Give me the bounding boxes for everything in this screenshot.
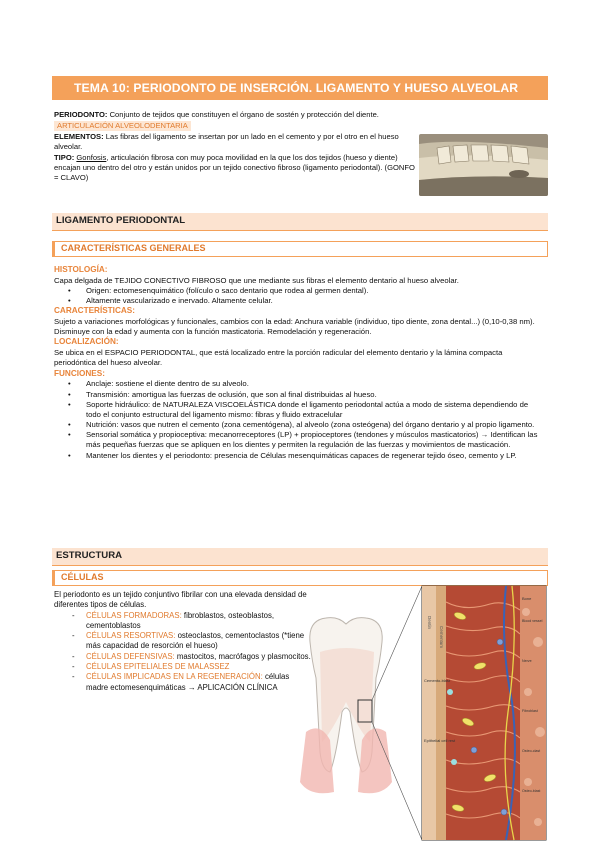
tipo-label: TIPO: [54, 153, 75, 163]
list-item: - CÉLULAS EPITELIALES DE MALASSEZ [72, 662, 312, 672]
diagram-label-cementoblast: Cemento-blast [424, 678, 451, 683]
diagram-label-osteoclast: Osteo-clast [522, 749, 541, 753]
caracteristicas-label: CARACTERÍSTICAS: [54, 306, 135, 316]
histologia-text: Capa delgada de TEJIDO CONECTIVO FIBROSO que une mediante sus fibras el elemento dentario al hueso alveolar. [54, 275, 459, 285]
list-item: - CÉLULAS RESORTIVAS: osteoclastos, cementoclastos (*tiene más capacidad de resorción el hueso) [72, 631, 312, 652]
diagram-label-blood-vessel: Blood vessel [522, 619, 543, 623]
elementos-text: Las fibras del ligamento se insertan por un lado en el cemento y por el otro en el hueso alveolar. [54, 132, 399, 152]
elementos-paragraph [54, 132, 414, 152]
ligamento-content [54, 265, 546, 461]
list-item: • Soporte hidráulico: de NATURALEZA VISCOELÁSTICA donde el ligamento periodontal actúa a modo de sistema dependiendo de todo el conjunto estructural del ligamento mismo: fibras y fluido extracelular [76, 400, 542, 420]
histologia-list [68, 286, 546, 306]
caracteristicas-generales-heading: CARACTERÍSTICAS GENERALES [52, 241, 548, 257]
ligamento-heading: LIGAMENTO PERIODONTAL [52, 213, 548, 231]
funciones-label: FUNCIONES: [54, 368, 105, 378]
list-item: • Mantener los dientes y el periodonto: presencia de Células mesenquimáticas capaces de regenerar tejido óseo, cemento y LP. [76, 451, 542, 461]
diagram-label-fibroblast: Fibroblast [522, 709, 538, 713]
funciones-list [68, 379, 542, 460]
tipo-word: Gonfosis [76, 153, 107, 163]
list-item: • Anclaje: sostiene el diente dentro de su alveolo. [76, 379, 542, 389]
celulas-content [54, 590, 312, 693]
periodonto-text: Conjunto de tejidos que constituyen el órgano de sostén y protección del diente. [109, 110, 379, 119]
caracteristicas-text: Sujeto a variaciones morfológicas y funcionales, cambios con la edad: Anchura variable (individuo, tipo diente, zona dental...) (0,10-0,38 nm). Disminuye con la edad y aumenta con la función masticatoria. Remodelación y regeneración. [54, 317, 535, 337]
list-item: • Sensorial somática y propioceptiva: mecanorreceptores (LP) + propioceptores (tendones y músculos masticatorios) → Identifican las más pequeñas fuerzas que se apliquen en los dientes y permiten la regulación de las fuerzas y movimientos de masticación. [76, 430, 542, 450]
enlarged-view [422, 586, 546, 840]
jaw-bone-photo [419, 134, 548, 196]
diagram-label-epithelial: Epithelial cell rest [424, 738, 456, 743]
list-item: - CÉLULAS DEFENSIVAS: mastocitos, macrófagos y plasmocitos. [72, 652, 312, 662]
list-item: - CÉLULAS FORMADORAS: fibroblastos, osteoblastos, cementoblastos [72, 611, 312, 632]
list-item: • Altamente vascularizado e inervado. Altamente celular. [76, 296, 546, 306]
periodontal-ligament-diagram [300, 582, 548, 844]
list-item: • Transmisión: amortigua las fuerzas de oclusión, que son al final distribuidas al hueso. [76, 390, 542, 400]
intro-section [54, 110, 422, 184]
diagram-label-nerve: Nerve [522, 659, 532, 663]
diagram-label-bone: Bone [522, 596, 532, 601]
tipo-text: , articulación fibrosa con muy poca movilidad en la que los dos tejidos (hueso y diente) encajan uno dentro del otro y están unidos por un tejido conectivo fibroso (ligamento periodontal). (GONFO = CLAVO) [54, 153, 415, 183]
diagram-label-dentin: Dentin [427, 616, 432, 630]
diagram-label-osteoblast: Osteo-blast [522, 789, 541, 793]
localizacion-text: Se ubica en el ESPACIO PERIODONTAL, que está localizado entre la porción radicular del elemento dentario y la lámina compacta periodóntica del hueso alveolar. [54, 348, 503, 368]
estructura-heading: ESTRUCTURA [52, 548, 548, 566]
page-title: TEMA 10: PERIODONTO DE INSERCIÓN. LIGAMENTO Y HUESO ALVEOLAR [52, 76, 548, 100]
histologia-label: HISTOLOGÍA: [54, 265, 108, 274]
diagram-label-cementum: Cementum [439, 626, 444, 649]
celulas-intro: El periodonto es un tejido conjuntivo fibrilar con una elevada densidad de diferentes tipos de células. [54, 590, 307, 610]
periodonto-definition [54, 110, 422, 120]
celulas-list [72, 611, 312, 693]
list-item: • Nutrición: vasos que nutren el cemento (zona cementógena), al alveolo (zona osteógena) del órgano dentario y al propio ligamento. [76, 420, 542, 430]
elementos-label: ELEMENTOS: [54, 132, 104, 142]
celulas-heading: CÉLULAS [52, 570, 548, 586]
localizacion-label: LOCALIZACIÓN: [54, 337, 119, 347]
tooth-illustration [300, 586, 422, 840]
tipo-paragraph [54, 153, 416, 183]
list-item: - CÉLULAS IMPLICADAS EN LA REGENERACIÓN: células madre ectomesenquimáticas → APLICACIÓN CLÍNICA [72, 672, 312, 693]
list-item: • Origen: ectomesenquimático (folículo o saco dentario que rodea al germen dental). [76, 286, 546, 296]
periodonto-label: PERIODONTO: [54, 110, 108, 119]
articulacion-tag: ARTICULACIÓN ALVEOLODENTARIA [54, 121, 191, 131]
